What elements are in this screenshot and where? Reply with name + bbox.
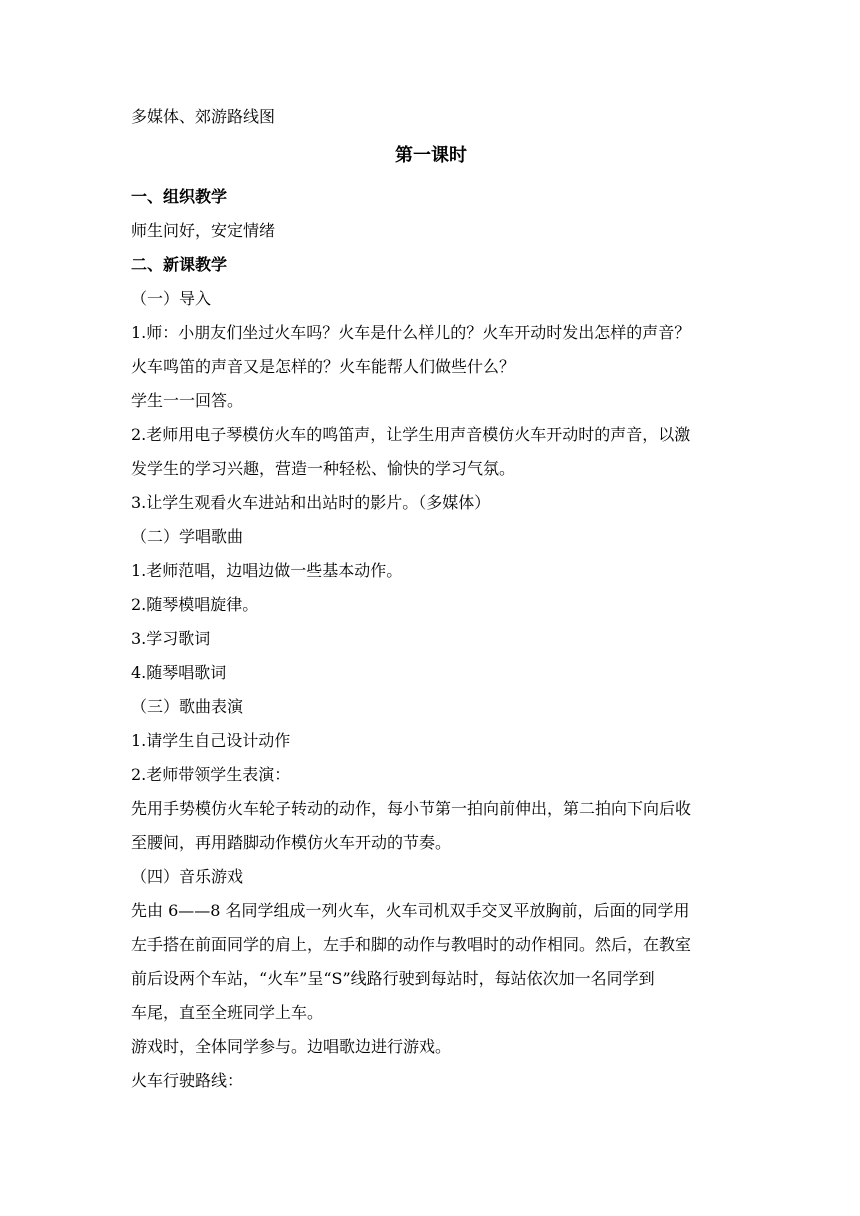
game-desc-line-3: 前后设两个车站，“火车”呈“S”线路行驶到每站时，每站依次加一名同学到 bbox=[131, 969, 655, 988]
performance-item-2: 2.老师带领学生表演： bbox=[131, 765, 291, 784]
subsection-heading-intro: （一）导入 bbox=[131, 289, 212, 308]
intro-item-2-line-1: 2.老师用电子琴模仿火车的鸣笛声，让学生用声音模仿火车开动时的声音，以激 bbox=[131, 425, 691, 444]
game-desc-line-2: 左手搭在前面同学的肩上，左手和脚的动作与教唱时的动作相同。然后，在教室 bbox=[131, 935, 692, 954]
intro-item-1-line-2: 火车鸣笛的声音又是怎样的？火车能帮人们做些什么？ bbox=[131, 357, 516, 376]
document-page bbox=[131, 100, 731, 1098]
game-desc-line-4: 车尾，直至全班同学上车。 bbox=[131, 1003, 324, 1022]
materials-text: 多媒体、郊游路线图 bbox=[131, 107, 276, 126]
section-text-greeting: 师生问好，安定情绪 bbox=[131, 221, 276, 240]
subsection-heading-learn-song: （二）学唱歌曲 bbox=[131, 527, 244, 546]
section-heading-organize: 一、组织教学 bbox=[131, 187, 228, 206]
subsection-heading-performance: （三）歌曲表演 bbox=[131, 697, 244, 716]
learn-song-item-3: 3.学习歌词 bbox=[131, 629, 211, 648]
performance-item-1: 1.请学生自己设计动作 bbox=[131, 731, 291, 750]
intro-item-3: 3.让学生观看火车进站和出站时的影片。（多媒体） bbox=[131, 493, 491, 512]
intro-answer: 学生一一回答。 bbox=[131, 391, 244, 410]
lesson-title: 第一课时 bbox=[395, 145, 467, 166]
intro-item-1-line-1: 1.师：小朋友们坐过火车吗？火车是什么样儿的？火车开动时发出怎样的声音？ bbox=[131, 323, 691, 342]
subsection-heading-music-game: （四）音乐游戏 bbox=[131, 867, 244, 886]
section-heading-new-lesson: 二、新课教学 bbox=[131, 255, 228, 274]
performance-desc-line-1: 先用手势模仿火车轮子转动的动作，每小节第一拍向前伸出，第二拍向下向后收 bbox=[131, 799, 692, 818]
intro-item-2-line-2: 发学生的学习兴趣，营造一种轻松、愉快的学习气氛。 bbox=[131, 459, 516, 478]
route-label: 火车行驶路线： bbox=[131, 1071, 244, 1090]
performance-desc-line-2: 至腰间，再用踏脚动作模仿火车开动的节奏。 bbox=[131, 833, 452, 852]
learn-song-item-4: 4.随琴唱歌词 bbox=[131, 663, 227, 682]
game-note: 游戏时，全体同学参与。边唱歌边进行游戏。 bbox=[131, 1037, 452, 1056]
game-desc-line-1: 先由 6——8 名同学组成一列火车，火车司机双手交叉平放胸前，后面的同学用 bbox=[131, 901, 690, 920]
learn-song-item-2: 2.随琴模唱旋律。 bbox=[131, 595, 259, 614]
learn-song-item-1: 1.老师范唱，边唱边做一些基本动作。 bbox=[131, 561, 403, 580]
